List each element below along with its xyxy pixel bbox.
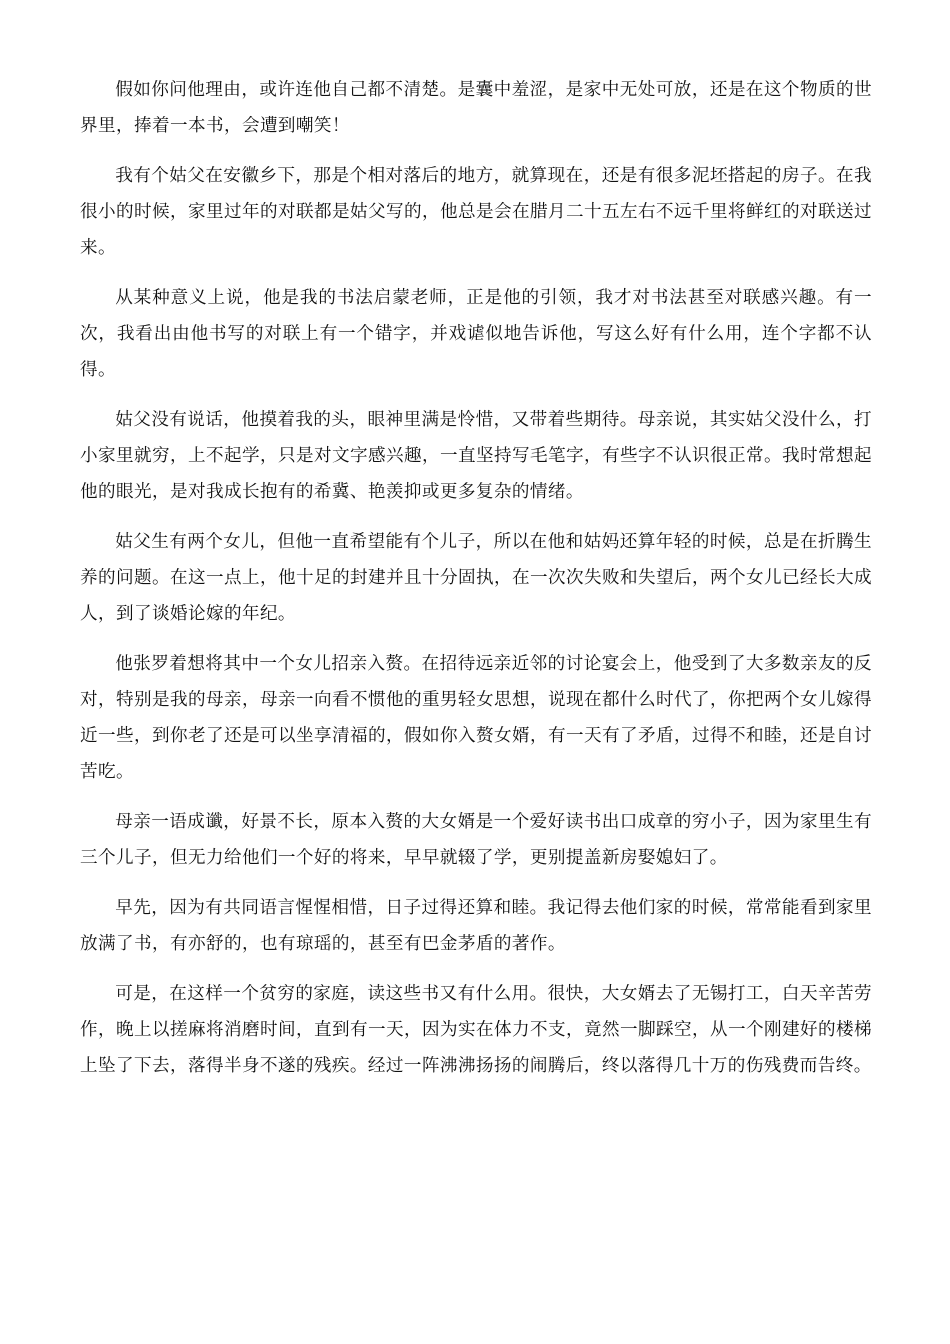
- paragraph-2: 我有个姑父在安徽乡下，那是个相对落后的地方，就算现在，还是有很多泥坯搭起的房子。在我很小的时候，家里过年的对联都是姑父写的，他总是会在腊月二十五左右不远千里将鲜红的对联送过来。: [80, 166, 872, 258]
- paragraph-6: 他张罗着想将其中一个女儿招亲入赘。在招待远亲近邻的讨论宴会上，他受到了大多数亲友的反对，特别是我的母亲，母亲一向看不惯他的重男轻女思想，说现在都什么时代了，你把两个女儿嫁得近一些，到你老了还是可以坐享清福的，假如你入赘女婿，有一天有了矛盾，过得不和睦，还是自讨苦吃。: [80, 654, 872, 782]
- paragraph-9: 可是，在这样一个贫穷的家庭，读这些书又有什么用。很快，大女婿去了无锡打工，白天辛苦劳作，晚上以搓麻将消磨时间，直到有一天，因为实在体力不支，竟然一脚踩空，从一个刚建好的楼梯上坠了下去，落得半身不遂的残疾。经过一阵沸沸扬扬的闹腾后，终以落得几十万的伤残费而告终。: [80, 984, 872, 1076]
- paragraph-8: 早先，因为有共同语言惺惺相惜，日子过得还算和睦。我记得去他们家的时候，常常能看到家里放满了书，有亦舒的，也有琼瑶的，甚至有巴金茅盾的著作。: [80, 898, 872, 954]
- paragraph-1: 假如你问他理由，或许连他自己都不清楚。是囊中羞涩，是家中无处可放，还是在这个物质的世界里，捧着一本书，会遭到嘲笑！: [80, 80, 872, 136]
- paragraph-4: 姑父没有说话，他摸着我的头，眼神里满是怜惜，又带着些期待。母亲说，其实姑父没什么，打小家里就穷，上不起学，只是对文字感兴趣，一直坚持写毛笔字，有些字不认识很正常。我时常想起他的眼光，是对我成长抱有的希冀、艳羡抑或更多复杂的情绪。: [80, 410, 872, 502]
- paragraph-5: 姑父生有两个女儿，但他一直希望能有个儿子，所以在他和姑妈还算年轻的时候，总是在折腾生养的问题。在这一点上，他十足的封建并且十分固执，在一次次失败和失望后，两个女儿已经长大成人，到了谈婚论嫁的年纪。: [80, 532, 872, 624]
- document-page: [80, 72, 872, 1098]
- paragraph-3: 从某种意义上说，他是我的书法启蒙老师，正是他的引领，我才对书法甚至对联感兴趣。有一次，我看出由他书写的对联上有一个错字，并戏谑似地告诉他，写这么好有什么用，连个字都不认得。: [80, 288, 872, 380]
- paragraph-7: 母亲一语成谶，好景不长，原本入赘的大女婿是一个爱好读书出口成章的穷小子，因为家里生有三个儿子，但无力给他们一个好的将来，早早就辍了学，更别提盖新房娶媳妇了。: [80, 812, 872, 868]
